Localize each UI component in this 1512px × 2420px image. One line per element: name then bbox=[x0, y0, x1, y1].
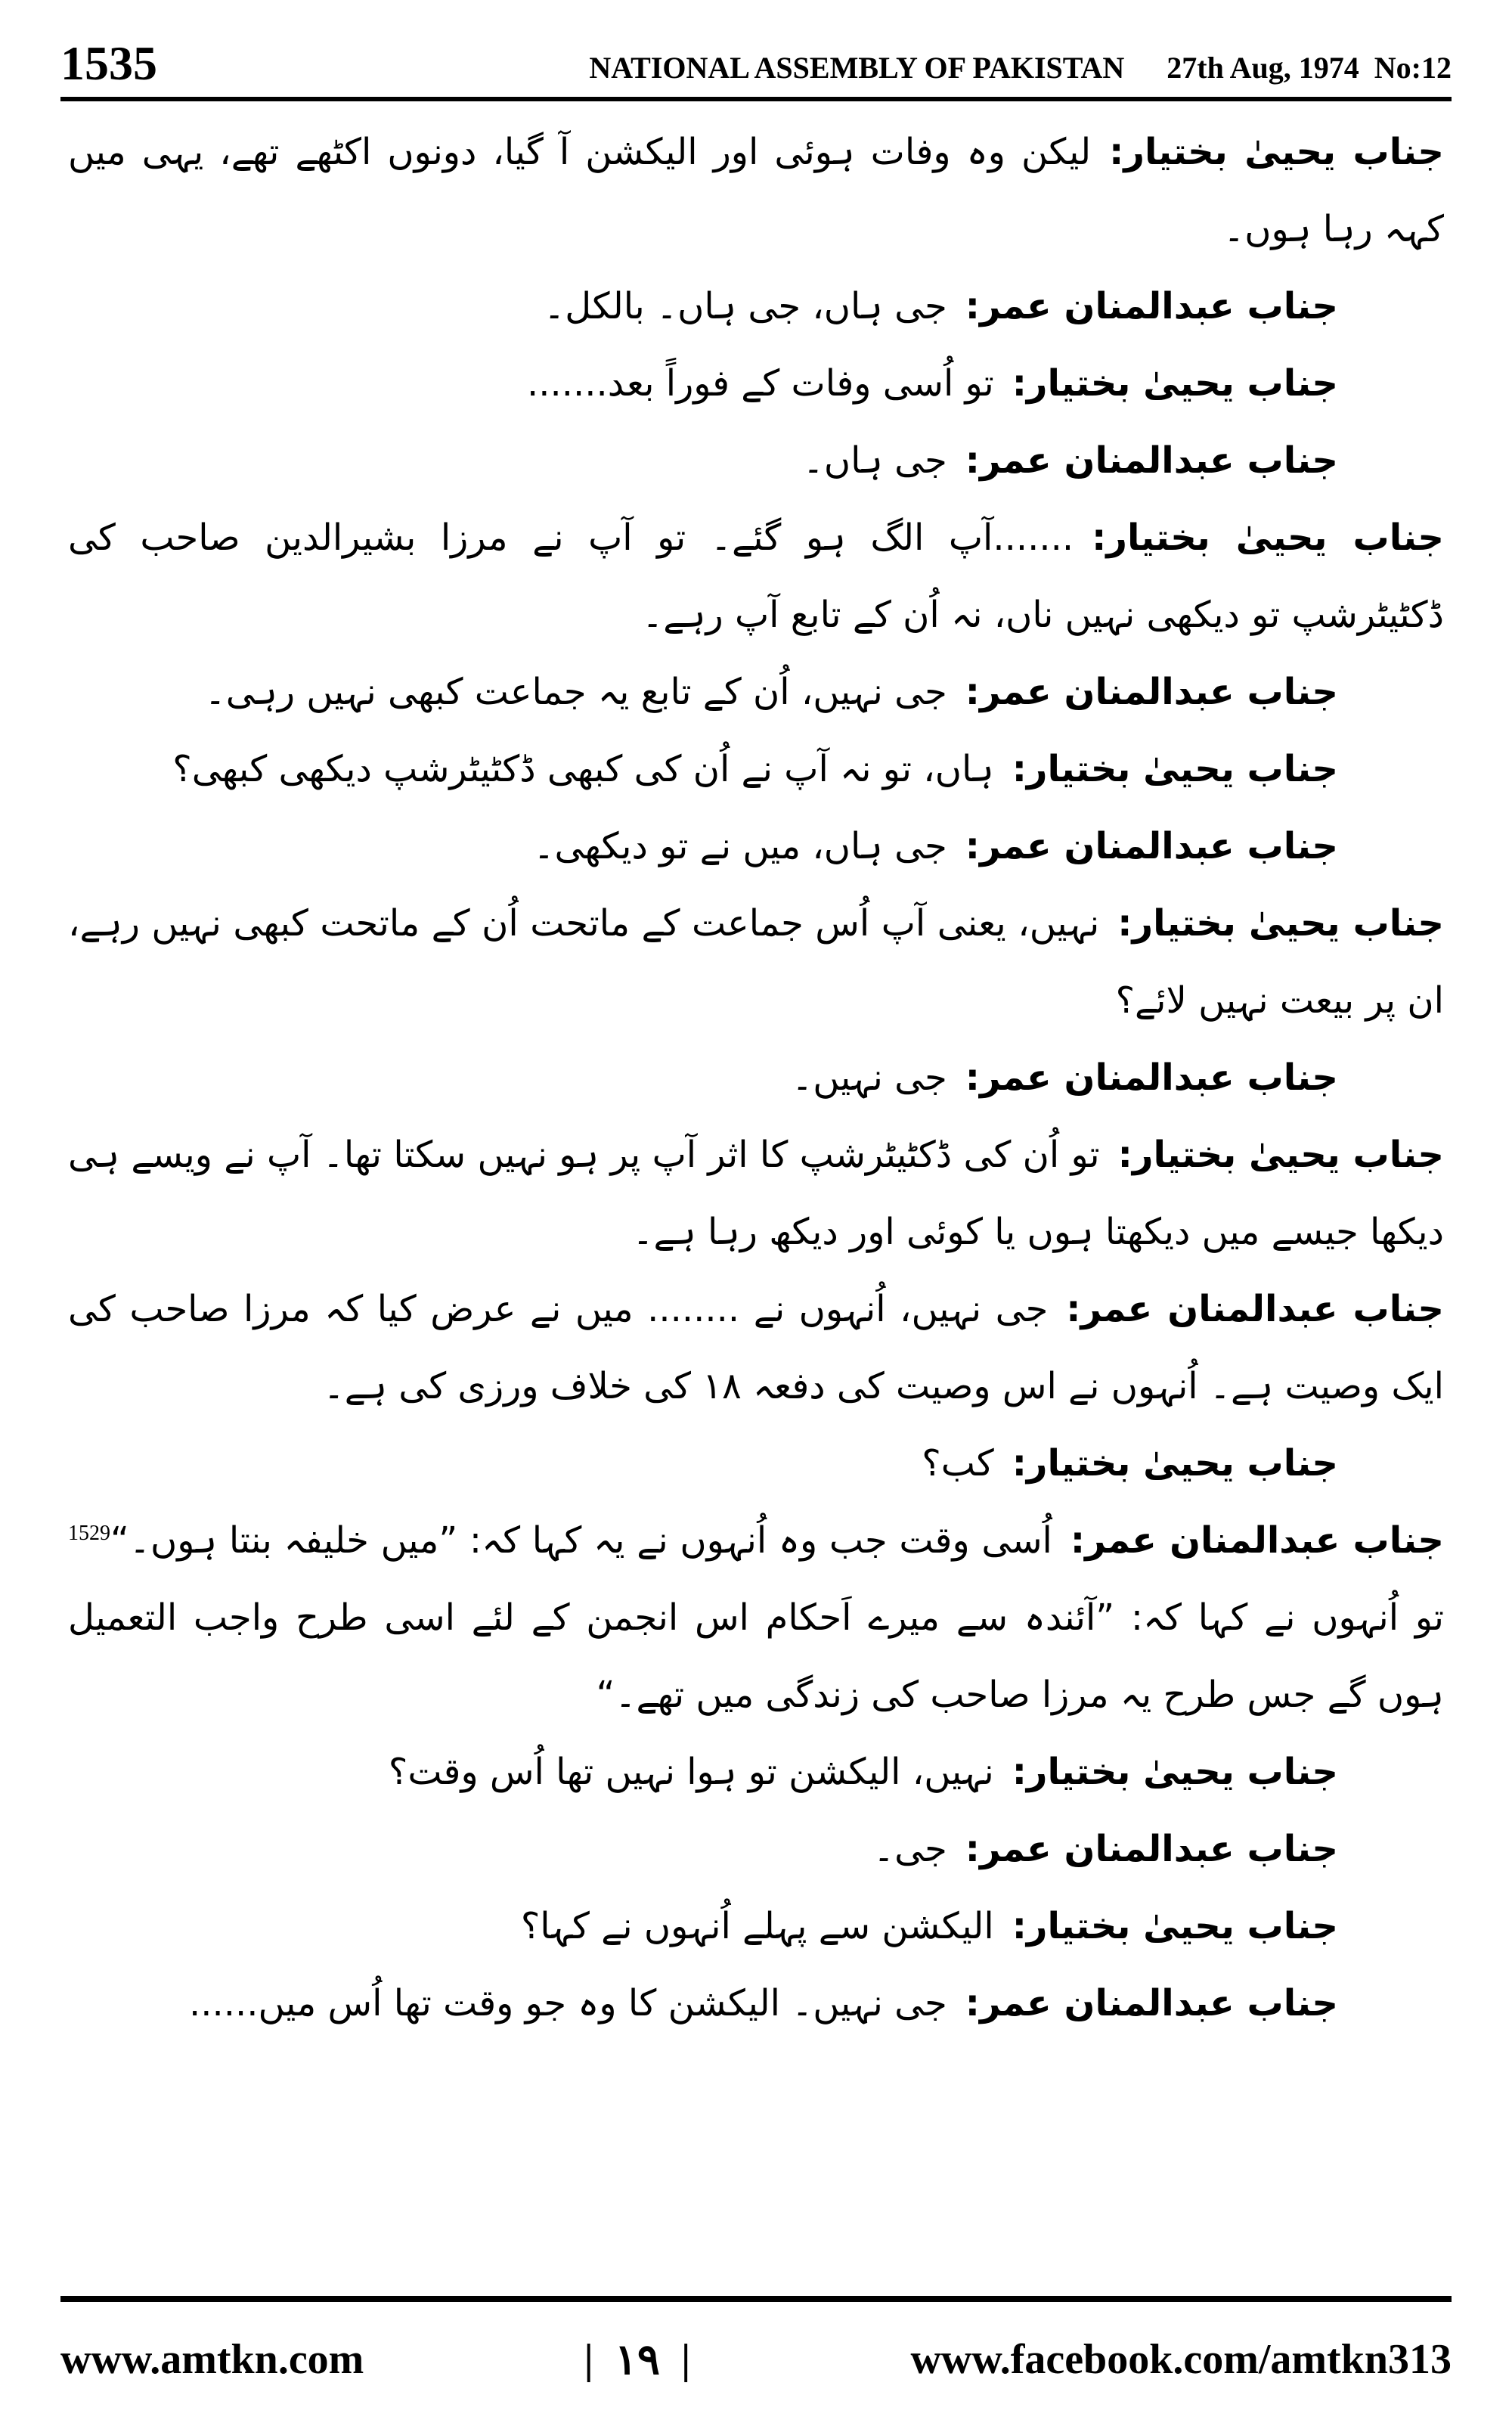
speech-text: .......آپ الگ ہو گئے۔ تو آپ نے مرزا بشیرالدین صاحب کی ڈکٹیٹرشپ تو دیکھی نہیں ناں، نہ اُن کے تابع آپ رہے۔ bbox=[68, 517, 1444, 636]
footer-separator-right: | bbox=[680, 2336, 691, 2383]
speech-text: کب؟ bbox=[922, 1442, 994, 1485]
speaker-name: جناب یحییٰ بختیار: bbox=[1012, 1751, 1338, 1793]
speech-text: نہیں، یعنی آپ اُس جماعت کے ماتحت اُن کے ماتحت کبھی نہیں رہے، ان پر بیعت نہیں لائے؟ bbox=[68, 902, 1444, 1022]
speech-text: الیکشن سے پہلے اُنہوں نے کہا؟ bbox=[520, 1905, 994, 1947]
transcript-entry bbox=[68, 1965, 1444, 2042]
sitting-date: 27th Aug, 1974 bbox=[1167, 51, 1359, 85]
speech-text: جی نہیں، اُنہوں نے ........ میں نے عرض کیا کہ مرزا صاحب کی ایک وصیت ہے۔ اُنہوں نے اس وصیت کی دفعہ ۱۸ کی خلاف ورزی کی ہے۔ bbox=[68, 1288, 1444, 1407]
speech-text: اُسی وقت جب وہ اُنہوں نے یہ کہا کہ: ”میں خلیفہ بنتا ہوں۔“ bbox=[110, 1519, 1052, 1562]
speaker-name: جناب یحییٰ بختیار: bbox=[1109, 131, 1444, 173]
speaker-name: جناب یحییٰ بختیار: bbox=[1117, 1134, 1444, 1176]
speaker-name: جناب یحییٰ بختیار: bbox=[1012, 1905, 1338, 1947]
footer-separator-left: | bbox=[584, 2336, 593, 2383]
page-header bbox=[60, 23, 1452, 106]
speaker-name: جناب عبدالمنان عمر: bbox=[1066, 1288, 1444, 1330]
sitting-date-and-number bbox=[1167, 47, 1452, 89]
footer-page-marker bbox=[584, 2335, 690, 2384]
speaker-name: جناب یحییٰ بختیار: bbox=[1092, 517, 1444, 559]
transcript-entry bbox=[68, 113, 1444, 268]
speaker-name: جناب یحییٰ بختیار: bbox=[1012, 748, 1338, 790]
speaker-name: جناب عبدالمنان عمر: bbox=[965, 1828, 1338, 1870]
speaker-name: جناب یحییٰ بختیار: bbox=[1012, 1442, 1338, 1485]
speech-text: جی۔ bbox=[872, 1828, 947, 1870]
page-number: 1535 bbox=[60, 36, 157, 90]
footer-facebook-link[interactable]: www.facebook.com/amtkn313 bbox=[910, 2336, 1452, 2383]
speaker-name: جناب عبدالمنان عمر: bbox=[965, 285, 1338, 327]
speaker-name: جناب عبدالمنان عمر: bbox=[965, 439, 1338, 482]
speech-text: جی ہاں، میں نے تو دیکھی۔ bbox=[533, 825, 947, 867]
transcript-entry bbox=[68, 422, 1444, 499]
page-footer bbox=[60, 2322, 1452, 2397]
speech-text: لیکن وہ وفات ہوئی اور الیکشن آ گیا، دونوں اکٹھے تھے، یہی میں کہہ رہا ہوں۔ bbox=[68, 131, 1444, 250]
transcript-entry bbox=[68, 1733, 1444, 1810]
speech-text: جی نہیں۔ الیکشن کا وہ جو وقت تھا اُس میں...... bbox=[188, 1982, 947, 2024]
transcript-entry bbox=[68, 653, 1444, 731]
speech-text: تو اُن کی ڈکٹیٹرشپ کا اثر آپ پر ہو نہیں سکتا تھا۔ آپ نے ویسے ہی دیکھا جیسے میں دیکھتا ہوں یا کوئی اور دیکھ رہا ہے۔ bbox=[68, 1134, 1444, 1253]
publication-title: NATIONAL ASSEMBLY OF PAKISTAN bbox=[589, 51, 1125, 85]
speech-text: جی ہاں۔ bbox=[802, 439, 947, 482]
speaker-name: جناب عبدالمنان عمر: bbox=[965, 1056, 1338, 1099]
speaker-name: جناب یحییٰ بختیار: bbox=[1012, 362, 1338, 405]
speech-text: جی ہاں، جی ہاں۔ بالکل۔ bbox=[544, 285, 947, 327]
speech-text: تو اُسی وفات کے فوراً بعد....... bbox=[527, 362, 994, 405]
issue-number: No:12 bbox=[1374, 51, 1452, 85]
speaker-name: جناب عبدالمنان عمر: bbox=[965, 825, 1338, 867]
footer-rule bbox=[60, 2296, 1452, 2302]
footer-site-link[interactable]: www.amtkn.com bbox=[60, 2336, 364, 2383]
transcript-entry bbox=[68, 1502, 1444, 1733]
transcript-entry bbox=[68, 1116, 1444, 1270]
transcript-entry bbox=[68, 731, 1444, 808]
transcript-entry bbox=[68, 268, 1444, 345]
speech-text: جی نہیں۔ bbox=[792, 1056, 947, 1099]
header-rule bbox=[60, 97, 1452, 101]
transcript-entry bbox=[68, 885, 1444, 1039]
transcript-entry bbox=[68, 1810, 1444, 1888]
transcript-entry bbox=[68, 1039, 1444, 1116]
speaker-name: جناب عبدالمنان عمر: bbox=[1070, 1519, 1444, 1562]
speaker-name: جناب یحییٰ بختیار: bbox=[1117, 902, 1444, 945]
footnote-reference: 1529 bbox=[68, 1522, 110, 1545]
speech-text: نہیں، الیکشن تو ہوا نہیں تھا اُس وقت؟ bbox=[388, 1751, 994, 1793]
transcript-entry bbox=[68, 499, 1444, 653]
speech-text: ہاں، تو نہ آپ نے اُن کی کبھی ڈکٹیٹرشپ دیکھی کبھی؟ bbox=[172, 748, 994, 790]
transcript-entry bbox=[68, 1270, 1444, 1425]
speech-text-continued: تو اُنہوں نے کہا کہ: ”آئندہ سے میرے اَحکام اس انجمن کے لئے اسی طرح واجب التعمیل ہوں گے جس طرح یہ مرزا صاحب کی زندگی میں تھے۔“ bbox=[68, 1596, 1444, 1716]
header-meta bbox=[589, 47, 1452, 89]
footer-page-number: ۱۹ bbox=[614, 2336, 660, 2384]
transcript-body bbox=[68, 113, 1444, 2284]
speaker-name: جناب عبدالمنان عمر: bbox=[965, 1982, 1338, 2024]
speaker-name: جناب عبدالمنان عمر: bbox=[965, 671, 1338, 713]
transcript-entry bbox=[68, 345, 1444, 422]
speech-text: جی نہیں، اُن کے تابع یہ جماعت کبھی نہیں رہی۔ bbox=[204, 671, 947, 713]
transcript-entry bbox=[68, 1888, 1444, 1965]
transcript-entry bbox=[68, 1425, 1444, 1502]
transcript-entry bbox=[68, 808, 1444, 885]
